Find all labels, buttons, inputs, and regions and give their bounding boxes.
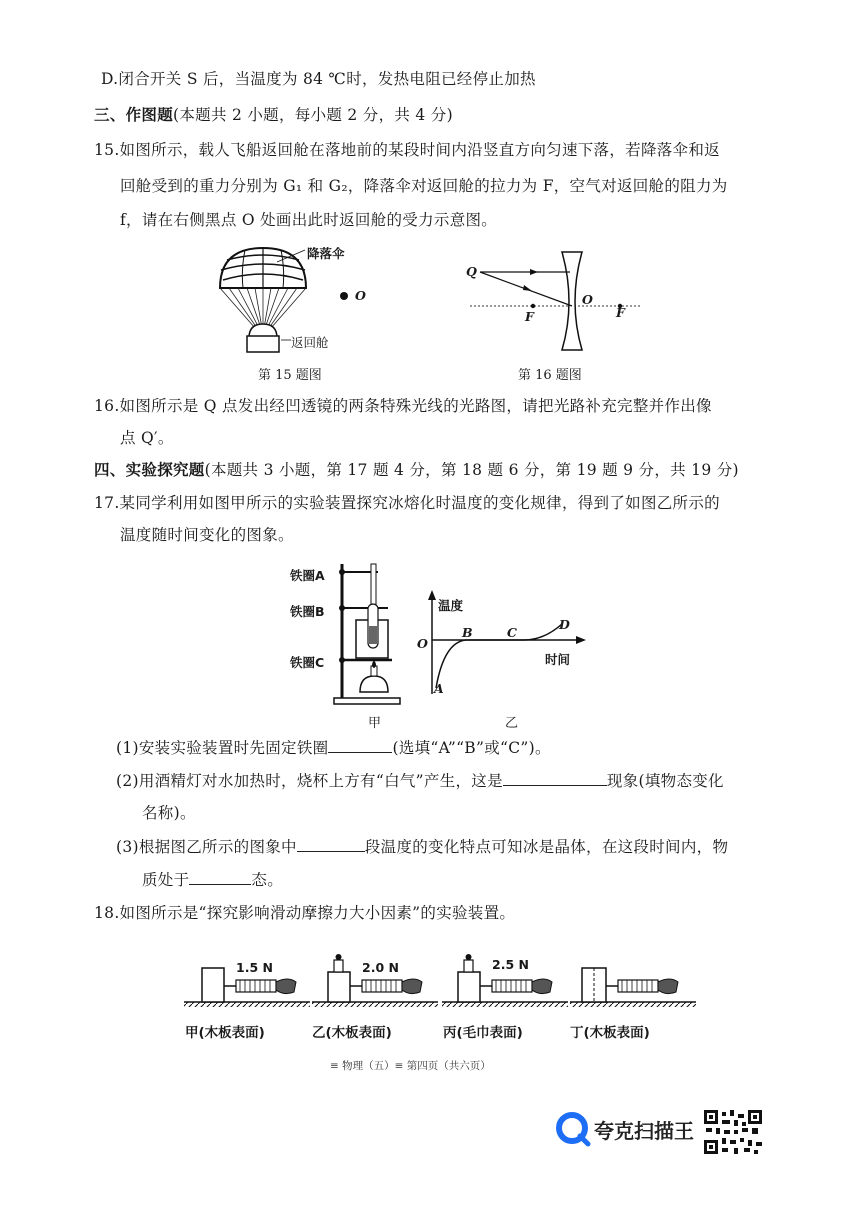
q17-sub3-tail: 段温度的变化特点可知冰是晶体，在这段时间内，物	[364, 838, 729, 856]
focal-left-label: F	[525, 309, 534, 324]
fig16-caption: 第 16 题图	[518, 368, 582, 383]
q17-sub2-tail: 现象(填物态变化	[606, 772, 724, 790]
q17-sub3-end: 态。	[251, 871, 284, 889]
q17-sub2-cont: 名称)。	[142, 804, 196, 822]
fig15-caption: 第 15 题图	[258, 368, 322, 383]
graph-point-a: A	[434, 681, 444, 696]
q17-sub2-text: (2)用酒精灯对水加热时，烧杯上方有“白气”产生，这是	[116, 772, 503, 790]
point-o-dot	[340, 292, 348, 300]
q15-line2: 回舱受到的重力分别为 G₁ 和 G₂，降落伞对返回舱的拉力为 F，空气对返回舱的阻力为	[120, 177, 728, 195]
section-4-heading	[94, 460, 739, 480]
q17-sub3-cont	[142, 869, 283, 890]
force-label-bing: 2.5 N	[492, 957, 529, 972]
section-3-title: 三、作图题	[94, 105, 174, 124]
ring-c-label: 铁圈C	[290, 655, 325, 670]
caption-ding: 丁(木板表面)	[570, 1025, 650, 1041]
graph-x-label: 时间	[545, 652, 571, 667]
setup-ding	[570, 968, 696, 1007]
force-label-jia: 1.5 N	[236, 960, 273, 975]
q17-blank-2[interactable]	[503, 770, 607, 786]
q17-sub1	[116, 737, 551, 758]
q17-sub1-text: (1)安装实验装置时先固定铁圈	[116, 739, 329, 757]
q16-line1: 16.如图所示是 Q 点发出经凹透镜的两条特殊光线的光路图，请把光路补充完整并作出像	[94, 397, 712, 415]
graph-origin-label: O	[417, 636, 428, 651]
q17-sub2	[116, 770, 724, 791]
fig17-yi-caption: 乙	[505, 716, 519, 731]
page-footer: ≡ 物理（五）≡ 第四页（共六页）	[330, 1060, 491, 1072]
option-d: D.闭合开关 S 后，当温度为 84 ℃时，发热电阻已经停止加热	[101, 70, 536, 88]
caption-bing: 丙(毛巾表面)	[443, 1025, 523, 1041]
q17-blank-3[interactable]	[297, 836, 365, 852]
parachute-label: 降落伞	[307, 246, 345, 261]
q17-line1: 17.某同学利用如图甲所示的实验装置探究冰熔化时温度的变化规律，得到了如图乙所示的	[94, 494, 720, 512]
graph-y-label: 温度	[438, 598, 464, 613]
q-point-label: Q	[466, 264, 477, 279]
ring-b-label: 铁圈B	[290, 604, 325, 619]
section-3-note: (本题共 2 小题，每小题 2 分，共 4 分)	[173, 106, 453, 124]
q17-sub1-tail: (选填“A”“B”或“C”)。	[392, 739, 551, 757]
heating-apparatus-figure	[330, 560, 410, 710]
section-3-heading	[94, 105, 453, 125]
lens-center-label: O	[582, 292, 593, 307]
focal-right-label: F	[616, 305, 625, 320]
scanner-brand: 夸克扫描王	[594, 1119, 694, 1143]
q18-line: 18.如图所示是“探究影响滑动摩擦力大小因素”的实验装置。	[94, 904, 516, 922]
quark-logo-icon	[556, 1112, 590, 1146]
capsule-label: 返回舱	[291, 335, 329, 350]
graph-point-b: B	[462, 625, 473, 640]
q17-sub3-text: (3)根据图乙所示的图象中	[116, 838, 297, 856]
qr-code-icon	[704, 1110, 762, 1154]
q17-sub3	[116, 836, 728, 857]
caption-yi: 乙(木板表面)	[312, 1025, 392, 1041]
graph-point-d: D	[559, 617, 570, 632]
point-o-label: O	[355, 288, 366, 303]
section-4-note: (本题共 3 小题，第 17 题 4 分，第 18 题 6 分，第 19 题 9 分，共 19 分)	[204, 461, 739, 479]
fig17-jia-caption: 甲	[368, 716, 382, 731]
q17-blank-1[interactable]	[328, 737, 392, 753]
force-label-yi: 2.0 N	[362, 960, 399, 975]
q15-line1: 15.如图所示，载人飞船返回舱在落地前的某段时间内沿竖直方向匀速下落，若降落伞和返	[94, 141, 720, 159]
graph-point-c: C	[507, 625, 517, 640]
q17-blank-4[interactable]	[189, 869, 251, 885]
q17-line2: 温度随时间变化的图象。	[120, 526, 294, 544]
caption-jia: 甲(木板表面)	[185, 1025, 265, 1041]
section-4-title: 四、实验探究题	[94, 460, 205, 479]
ring-a-label: 铁圈A	[290, 568, 325, 583]
q16-line2: 点 Q′。	[120, 429, 174, 447]
q15-line3: f，请在右侧黑点 O 处画出此时返回舱的受力示意图。	[120, 211, 498, 229]
q17-sub3-lead: 质处于	[142, 871, 190, 889]
